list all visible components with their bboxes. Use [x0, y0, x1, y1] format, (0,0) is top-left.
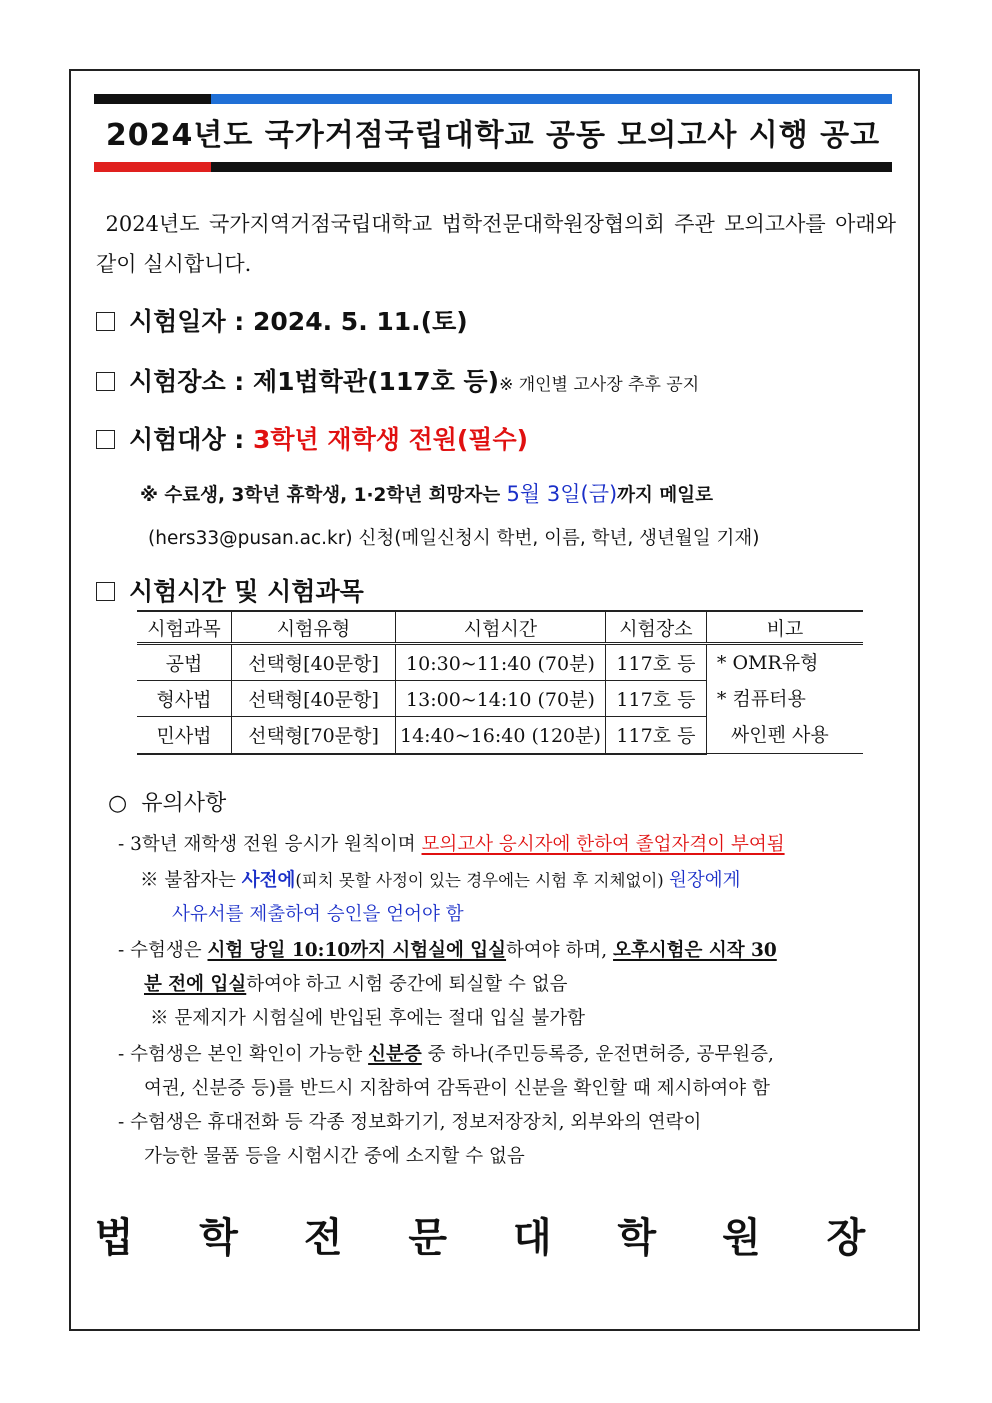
intro-text: 2024년도 국가지역거점국립대학교 법학전문대학원장협의회 주관 모의고사를 아래와 같이 실시합니다. — [96, 212, 896, 276]
bullet-circle-icon: ○ — [108, 791, 128, 816]
table-cell: 14:40~16:40 (120분) — [396, 717, 606, 754]
table-header-row — [137, 611, 863, 644]
table-cell: 117호 등 — [605, 717, 706, 754]
caution-p2-note: ※ 문제지가 시험실에 반입된 후에는 절대 입실 불가함 — [150, 1008, 585, 1029]
top-decor-bar — [94, 94, 892, 104]
remark-line: * OMR유형 — [716, 652, 819, 674]
table-cell: 형사법 — [137, 681, 232, 717]
caution-p1-note: ※ 불참자는 사전에(피치 못할 사정이 있는 경우에는 시험 후 지체없이) 원장에게 — [140, 870, 741, 891]
section-place: 시험장소 : 제1법학관(117호 등)※ 개인별 고사장 추후 공지 — [96, 362, 699, 398]
caution-p2: - 수험생은 시험 당일 10:10까지 시험실에 입실하여야 하며, 오후시험은 시작 30 — [118, 940, 777, 961]
checkbox-icon — [96, 312, 115, 331]
caution-p4-cont: 가능한 물품 등을 시험시간 중에 소지할 수 없음 — [144, 1146, 525, 1167]
section-target: 시험대상 : 3학년 재학생 전원(필수) — [96, 420, 528, 456]
checkbox-icon — [96, 430, 115, 449]
table-cell: 선택형[40문항] — [232, 644, 396, 681]
remark-line: * 컴퓨터용 — [716, 688, 806, 710]
target-value: 3학년 재학생 전원(필수) — [253, 425, 529, 454]
schedule-table — [137, 610, 863, 755]
target-note-line1: ※ 수료생, 3학년 휴학생, 1·2학년 희망자는 5월 3일(금)까지 메일로 — [140, 482, 713, 506]
table-cell: 공법 — [137, 644, 232, 681]
section-date: 시험일자 : 2024. 5. 11.(토) — [96, 302, 468, 338]
caution-p3: - 수험생은 본인 확인이 가능한 신분증 중 하나(주민등록증, 운전면허증, 공무원증, — [118, 1044, 774, 1065]
table-row — [137, 644, 863, 681]
table-cell: 선택형[40문항] — [232, 681, 396, 717]
caution-p3-cont: 여권, 신분증 등)를 반드시 지참하여 감독관이 신분을 확인할 때 제시하여야 함 — [144, 1078, 770, 1099]
caution-p1: - 3학년 재학생 전원 응시가 원칙이며 모의고사 응시자에 한하여 졸업자격이 부여됨 — [118, 834, 785, 855]
place-note: ※ 개인별 고사장 추후 공지 — [499, 375, 700, 395]
bottom-decor-bar — [94, 162, 892, 172]
table-header: 비고 — [706, 611, 863, 644]
signature: 법 학 전 문 대 학 원 장 — [94, 1215, 892, 1261]
caution-p1-note-cont: 사유서를 제출하여 승인을 얻어야 함 — [172, 904, 464, 925]
table-cell: 10:30~11:40 (70분) — [396, 644, 606, 681]
remark-line: 싸인펜 사용 — [730, 724, 829, 746]
table-header: 시험장소 — [605, 611, 706, 644]
checkbox-icon — [96, 372, 115, 391]
page-title: 2024년도 국가거점국립대학교 공동 모의고사 시행 공고 — [105, 118, 881, 153]
table-cell: 민사법 — [137, 717, 232, 754]
checkbox-icon — [96, 582, 115, 601]
table-cell: 117호 등 — [605, 644, 706, 681]
table-header: 시험유형 — [232, 611, 396, 644]
caution-p2-cont: 분 전에 입실하여야 하고 시험 중간에 퇴실할 수 없음 — [144, 974, 568, 995]
table-cell: 13:00~14:10 (70분) — [396, 681, 606, 717]
target-note-line2: (hers33@pusan.ac.kr) 신청(메일신청시 학번, 이름, 학년, 생년월일 기재) — [148, 528, 760, 549]
table-header: 시험시간 — [396, 611, 606, 644]
section-schedule: 시험시간 및 시험과목 — [96, 572, 364, 608]
caution-p4: - 수험생은 휴대전화 등 각종 정보화기기, 정보저장장치, 외부와의 연락이 — [118, 1112, 702, 1133]
table-cell: 선택형[70문항] — [232, 717, 396, 754]
remarks-cell — [706, 644, 863, 754]
caution-heading: ○ 유의사항 — [108, 791, 227, 816]
table-header: 시험과목 — [137, 611, 232, 644]
table-cell: 117호 등 — [605, 681, 706, 717]
